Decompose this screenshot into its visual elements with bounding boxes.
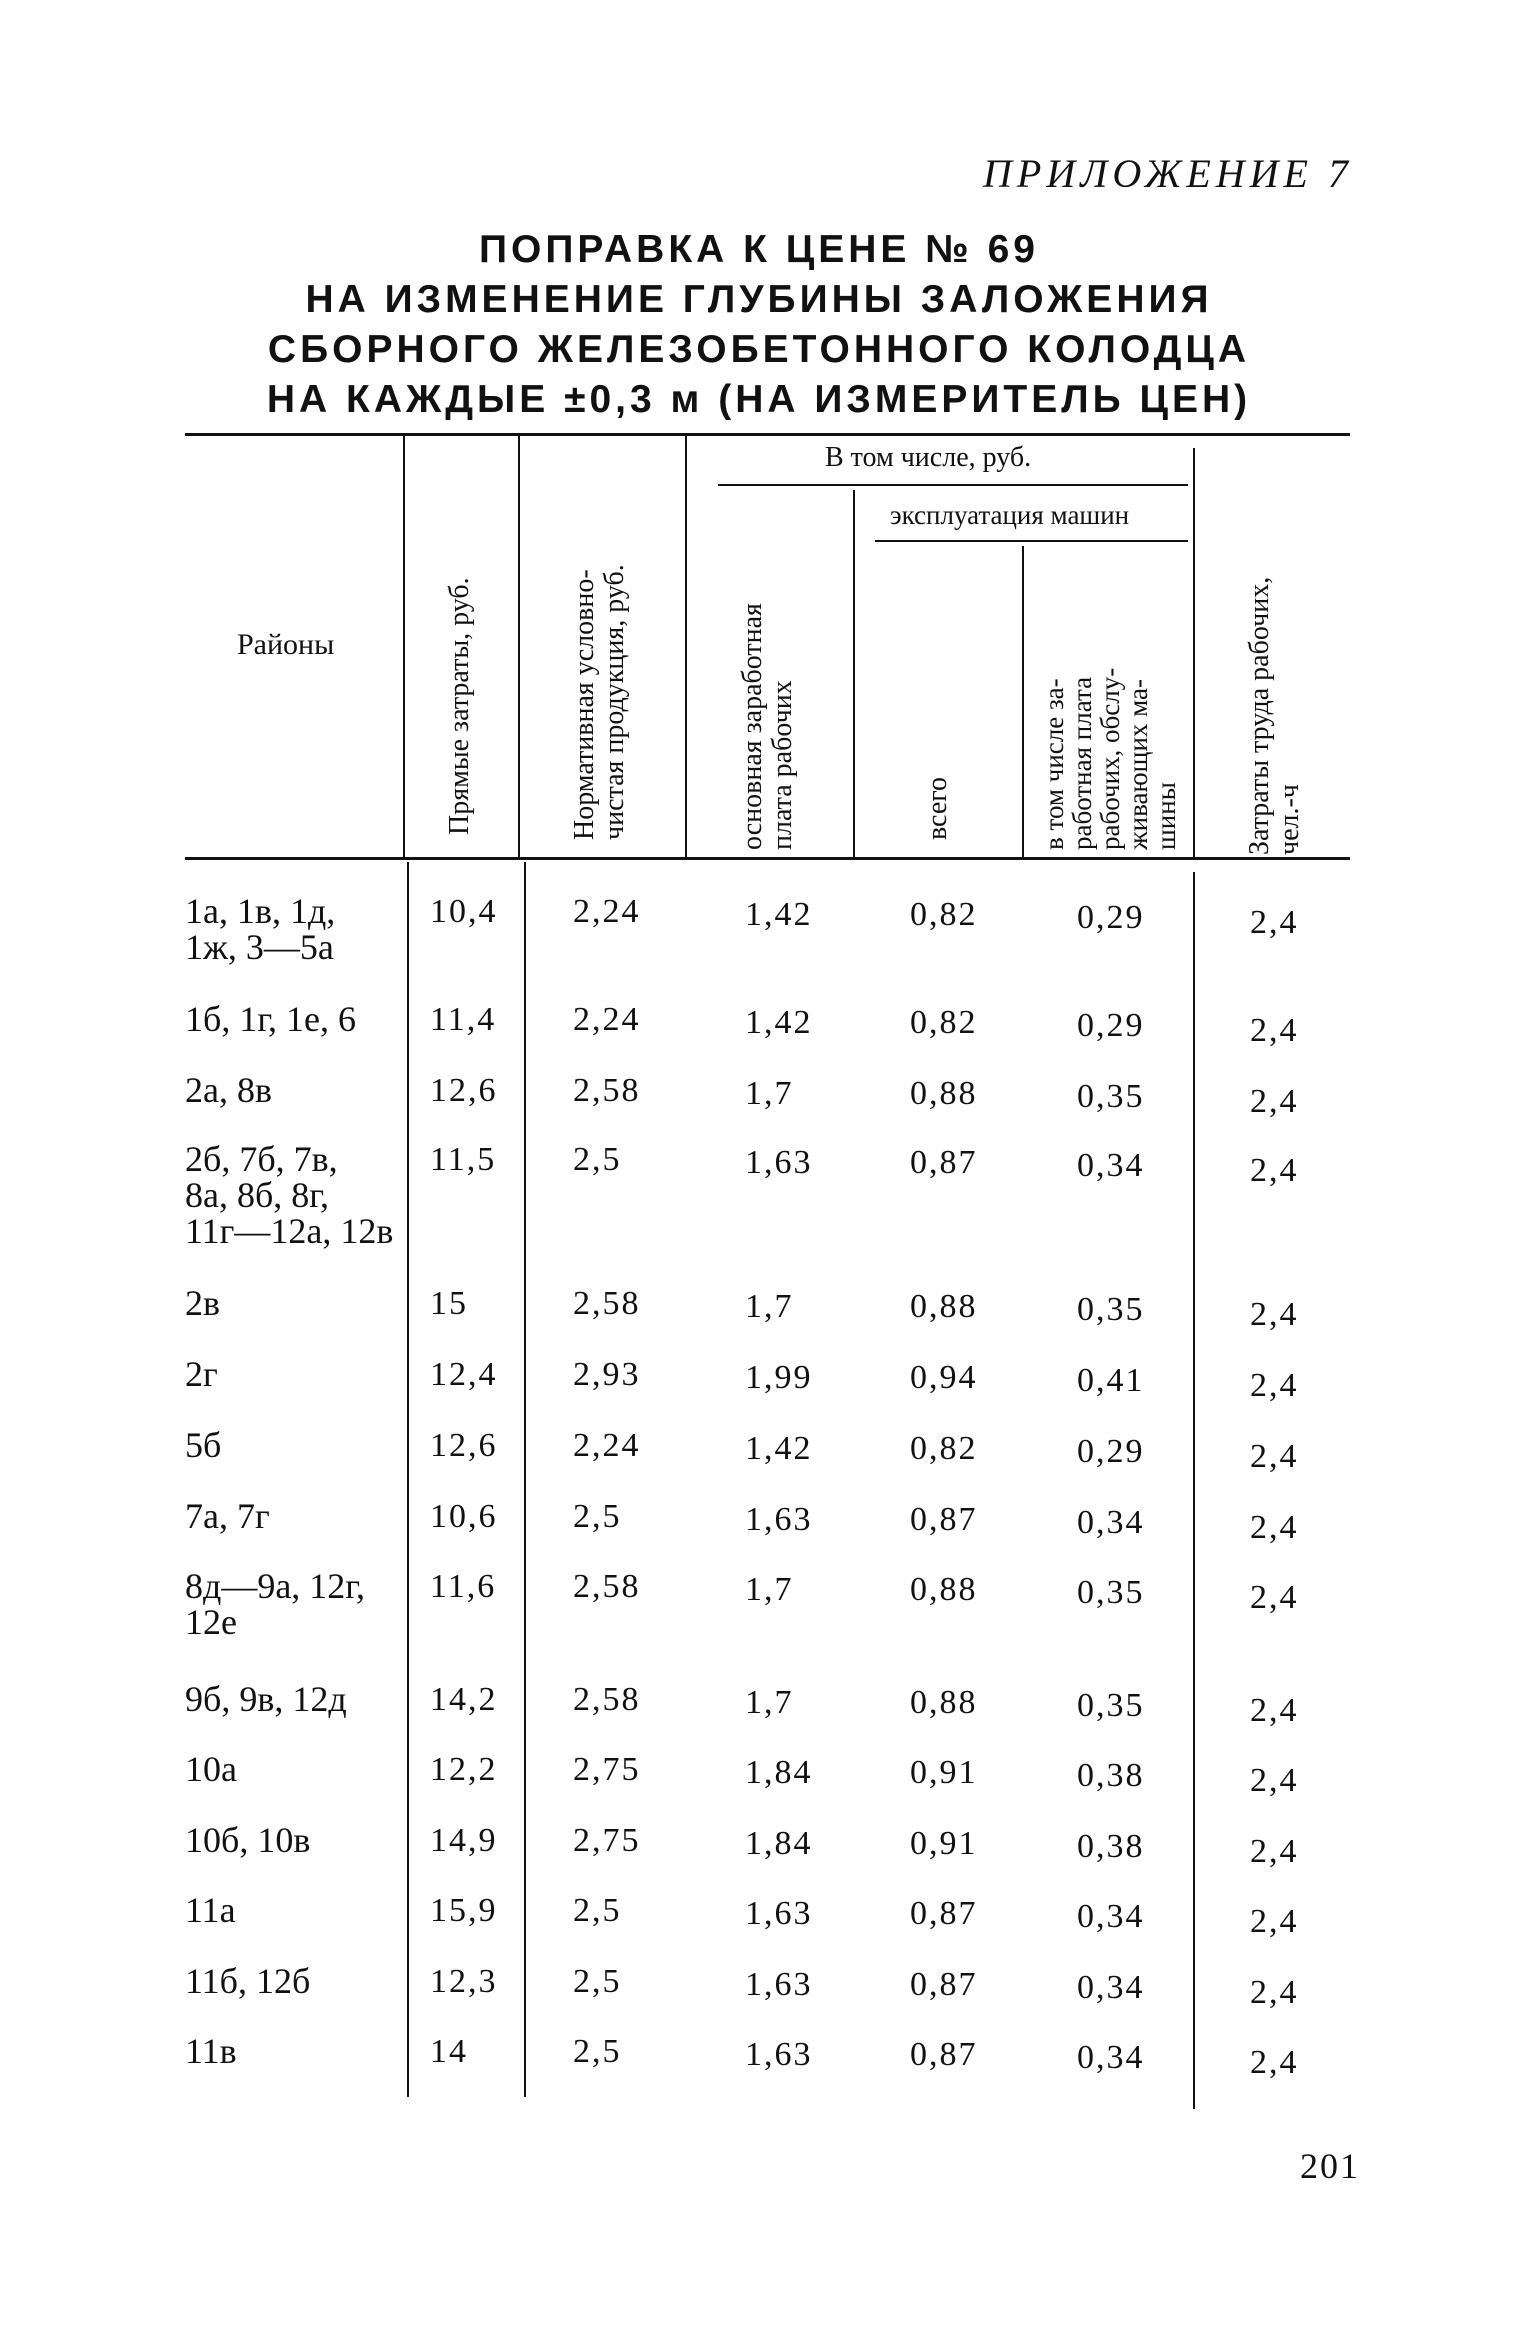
operator-cell: 0,35 [1077, 1687, 1145, 1724]
wages-cell: 1,63 [745, 2036, 813, 2073]
direct-cell: 11,5 [430, 1141, 497, 1178]
labor-cell: 2,4 [1250, 1692, 1299, 1729]
total-cell: 0,88 [910, 1075, 978, 1112]
normative-cell: 2,24 [573, 893, 641, 930]
normative-cell: 2,5 [573, 1892, 622, 1929]
total-cell: 0,94 [910, 1359, 978, 1396]
col-rule-1 [403, 433, 405, 857]
district-cell: 10б, 10в [185, 1820, 311, 1860]
wages-cell: 1,84 [745, 1754, 813, 1791]
total-cell: 0,88 [910, 1684, 978, 1721]
total-cell: 0,82 [910, 1430, 978, 1467]
normative-cell: 2,58 [573, 1285, 641, 1322]
normative-cell: 2,5 [573, 2033, 622, 2070]
table-top-rule [185, 433, 1350, 436]
header-base-wages: основная заработная плата рабочих [737, 603, 798, 850]
direct-cell: 14 [430, 2033, 468, 2070]
header-including: В том числе, руб. [825, 442, 1032, 473]
wages-cell: 1,42 [745, 1430, 813, 1467]
district-cell: 1б, 1г, 1е, 6 [185, 999, 356, 1039]
operator-cell: 0,29 [1077, 899, 1145, 936]
total-cell: 0,87 [910, 1501, 978, 1538]
operator-cell: 0,34 [1077, 1504, 1145, 1541]
total-cell: 0,82 [910, 896, 978, 933]
header-total: всего [922, 776, 953, 840]
direct-cell: 11,4 [430, 1001, 497, 1038]
labor-cell: 2,4 [1250, 904, 1299, 941]
labor-cell: 2,4 [1250, 1152, 1299, 1189]
title-line-4: НА КАЖДЫЕ ±0,3 м (НА ИЗМЕРИТЕЛЬ ЦЕН) [266, 378, 1252, 421]
district-cell: 5б [185, 1425, 222, 1465]
district-cell: 1а, 1в, 1д, 1ж, 3—5а [185, 891, 336, 967]
operator-cell: 0,35 [1077, 1574, 1145, 1611]
labor-cell: 2,4 [1250, 1367, 1299, 1404]
wages-cell: 1,63 [745, 1895, 813, 1932]
total-cell: 0,87 [910, 1966, 978, 2003]
header-normative-output: Нормативная условно- чистая продукция, руб. [569, 564, 630, 840]
machine-underline [875, 540, 1188, 542]
col-rule-6 [1193, 448, 1195, 857]
labor-cell: 2,4 [1250, 1083, 1299, 1120]
normative-cell: 2,58 [573, 1681, 641, 1718]
normative-cell: 2,75 [573, 1822, 641, 1859]
operator-cell: 0,29 [1077, 1007, 1145, 1044]
total-cell: 0,82 [910, 1004, 978, 1041]
normative-cell: 2,24 [573, 1001, 641, 1038]
title-line-1: ПОПРАВКА К ЦЕНЕ № 69 [479, 228, 1039, 271]
district-cell: 11в [185, 2031, 237, 2071]
labor-cell: 2,4 [1250, 1903, 1299, 1940]
col-rule-4 [853, 490, 855, 857]
labor-cell: 2,4 [1250, 1438, 1299, 1475]
appendix-label: ПРИЛОЖЕНИЕ 7 [983, 151, 1353, 196]
title-line-3: СБОРНОГО ЖЕЛЕЗОБЕТОННОГО КОЛОДЦА [267, 328, 1251, 371]
operator-cell: 0,34 [1077, 1969, 1145, 2006]
labor-cell: 2,4 [1250, 1296, 1299, 1333]
labor-cell: 2,4 [1250, 2044, 1299, 2081]
operator-cell: 0,41 [1077, 1362, 1145, 1399]
total-cell: 0,87 [910, 1895, 978, 1932]
labor-cell: 2,4 [1250, 1509, 1299, 1546]
body-rule-3 [1193, 872, 1195, 2109]
header-incl-operator-wages: в том числе за- работная плата рабочих, обслу- живающих ма- шины [1039, 667, 1181, 850]
wages-cell: 1,42 [745, 1004, 813, 1041]
normative-cell: 2,58 [573, 1072, 641, 1109]
labor-cell: 2,4 [1250, 1579, 1299, 1616]
district-cell: 2б, 7б, 7в, 8а, 8б, 8г, 11г—12а, 12в [185, 1139, 394, 1251]
operator-cell: 0,34 [1077, 1147, 1145, 1184]
direct-cell: 12,2 [430, 1751, 498, 1788]
district-cell: 2г [185, 1354, 218, 1394]
direct-cell: 11,6 [430, 1568, 497, 1605]
price-adjustment-table [185, 0, 1350, 2340]
wages-cell: 1,7 [745, 1288, 794, 1325]
district-cell: 2в [185, 1283, 220, 1323]
direct-cell: 15 [430, 1285, 468, 1322]
direct-cell: 12,6 [430, 1072, 498, 1109]
header-districts: Районы [237, 628, 335, 661]
normative-cell: 2,5 [573, 1498, 622, 1535]
direct-cell: 12,4 [430, 1356, 498, 1393]
district-cell: 10а [185, 1749, 237, 1789]
col-rule-3 [685, 433, 687, 857]
wages-cell: 1,63 [745, 1144, 813, 1181]
normative-cell: 2,5 [573, 1141, 622, 1178]
total-cell: 0,87 [910, 1144, 978, 1181]
total-cell: 0,91 [910, 1825, 978, 1862]
col-rule-5 [1022, 546, 1024, 857]
including-underline [718, 484, 1188, 486]
direct-cell: 14,2 [430, 1681, 498, 1718]
normative-cell: 2,75 [573, 1751, 641, 1788]
total-cell: 0,88 [910, 1571, 978, 1608]
normative-cell: 2,58 [573, 1568, 641, 1605]
wages-cell: 1,7 [745, 1571, 794, 1608]
labor-cell: 2,4 [1250, 1974, 1299, 2011]
direct-cell: 14,9 [430, 1822, 498, 1859]
col-rule-2 [518, 433, 520, 857]
direct-cell: 15,9 [430, 1892, 498, 1929]
direct-cell: 12,6 [430, 1427, 498, 1464]
normative-cell: 2,5 [573, 1963, 622, 2000]
operator-cell: 0,34 [1077, 2039, 1145, 2076]
header-machine-operation: эксплуатация машин [890, 500, 1130, 530]
operator-cell: 0,34 [1077, 1898, 1145, 1935]
district-cell: 11а [185, 1890, 236, 1930]
operator-cell: 0,38 [1077, 1757, 1145, 1794]
direct-cell: 12,3 [430, 1963, 498, 2000]
header-labor: Затраты труда рабочих, чел.-ч [1244, 576, 1305, 855]
title-line-2: НА ИЗМЕНЕНИЕ ГЛУБИНЫ ЗАЛОЖЕНИЯ [305, 278, 1213, 321]
operator-cell: 0,38 [1077, 1828, 1145, 1865]
page-number: 201 [1300, 2146, 1360, 2186]
wages-cell: 1,63 [745, 1501, 813, 1538]
header-bottom-rule [185, 857, 1350, 860]
wages-cell: 1,7 [745, 1075, 794, 1112]
direct-cell: 10,4 [430, 893, 498, 930]
district-cell: 2а, 8в [185, 1070, 272, 1110]
wages-cell: 1,63 [745, 1966, 813, 2003]
total-cell: 0,88 [910, 1288, 978, 1325]
normative-cell: 2,24 [573, 1427, 641, 1464]
district-cell: 9б, 9в, 12д [185, 1679, 347, 1719]
wages-cell: 1,7 [745, 1684, 794, 1721]
body-rule-2 [524, 862, 526, 2097]
labor-cell: 2,4 [1250, 1012, 1299, 1049]
total-cell: 0,87 [910, 2036, 978, 2073]
district-cell: 8д—9а, 12г, 12е [185, 1566, 365, 1642]
labor-cell: 2,4 [1250, 1833, 1299, 1870]
direct-cell: 10,6 [430, 1498, 498, 1535]
district-cell: 7а, 7г [185, 1496, 270, 1536]
wages-cell: 1,99 [745, 1359, 813, 1396]
wages-cell: 1,84 [745, 1825, 813, 1862]
labor-cell: 2,4 [1250, 1762, 1299, 1799]
wages-cell: 1,42 [745, 896, 813, 933]
total-cell: 0,91 [910, 1754, 978, 1791]
normative-cell: 2,93 [573, 1356, 641, 1393]
operator-cell: 0,35 [1077, 1078, 1145, 1115]
header-direct-costs: Прямые затраты, руб. [444, 577, 475, 835]
district-cell: 11б, 12б [185, 1961, 311, 2001]
operator-cell: 0,29 [1077, 1433, 1145, 1470]
operator-cell: 0,35 [1077, 1291, 1145, 1328]
